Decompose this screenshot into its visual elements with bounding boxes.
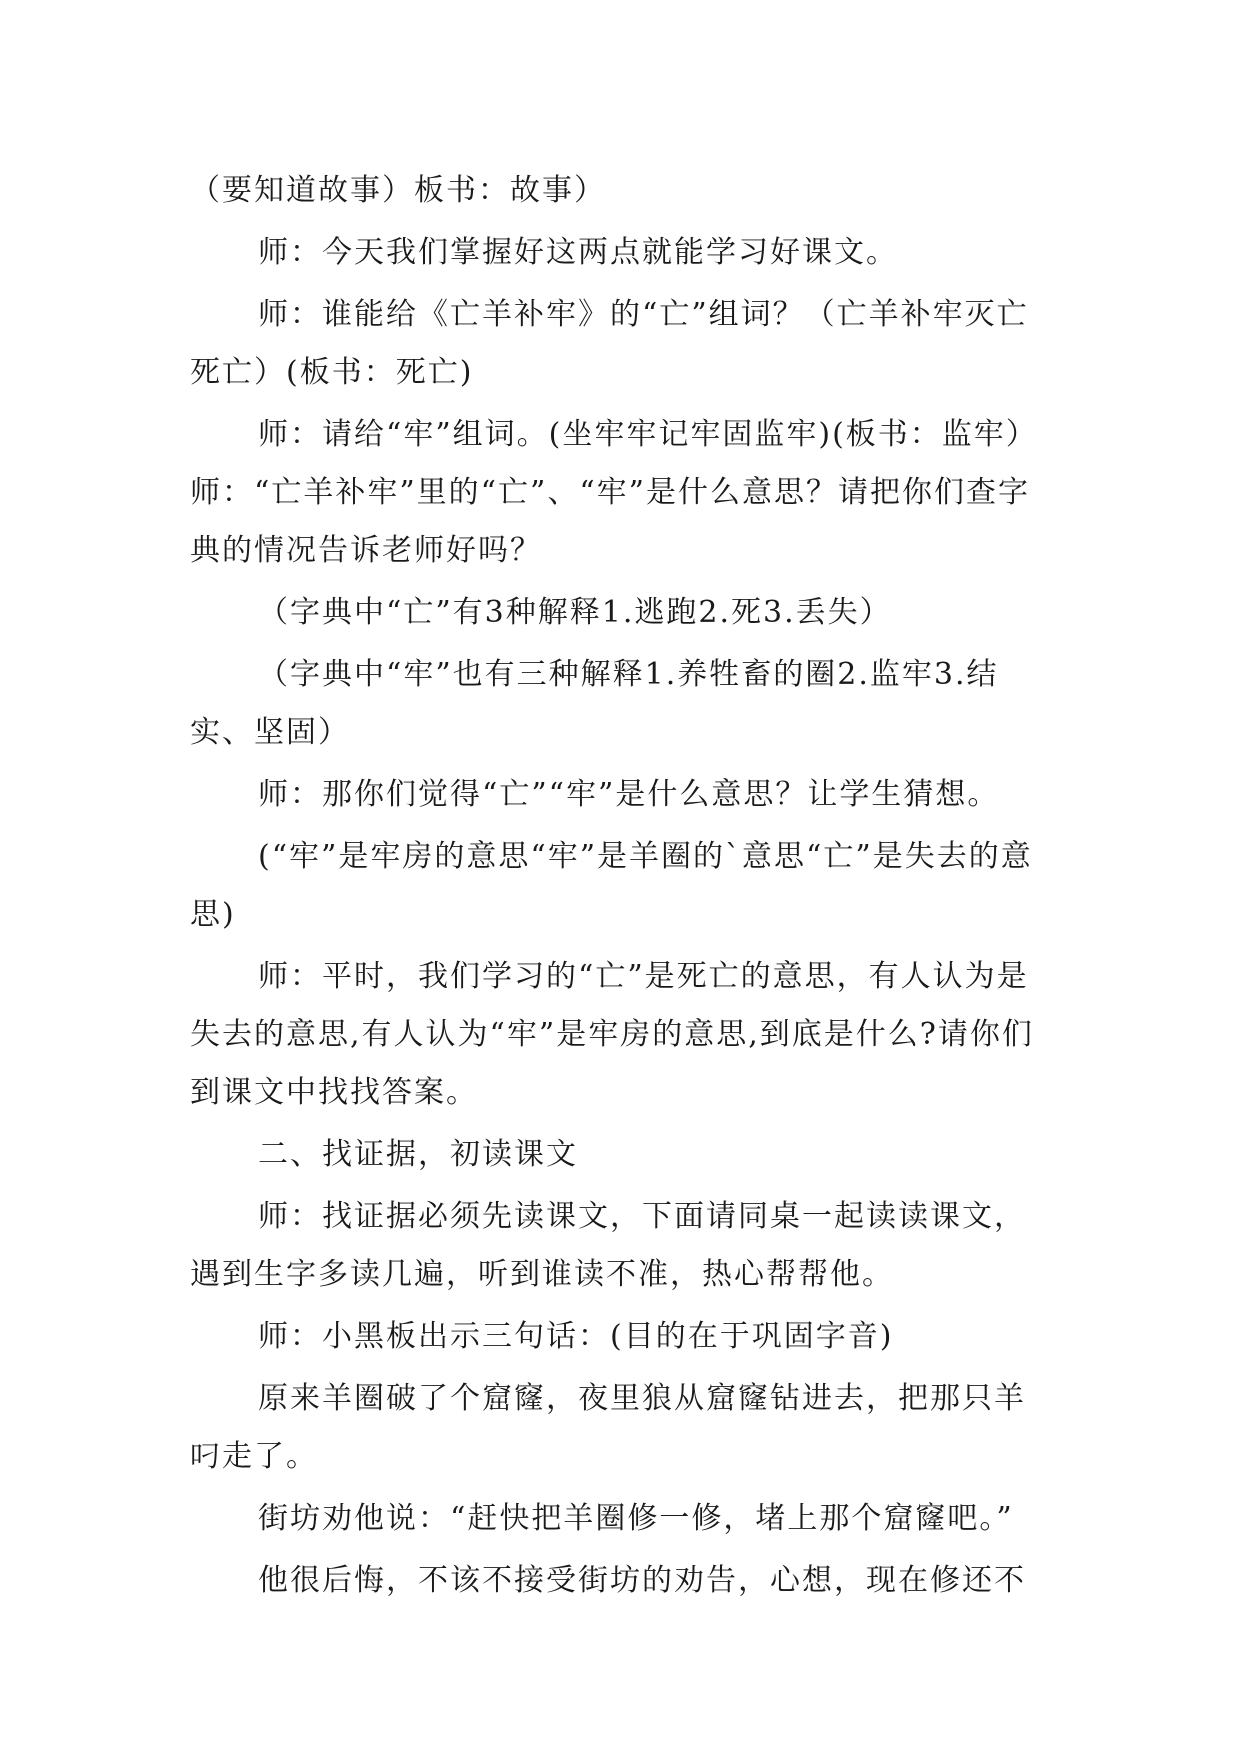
paragraph: 他很后悔，不该不接受街坊的劝告，心想，现在修还不 [258,1563,1026,1598]
paragraph: 师：小黑板出示三句话：(目的在于巩固字音) [258,1319,894,1354]
section-heading: 二、找证据，初读课文 [258,1137,578,1172]
paragraph: 师：今天我们掌握好这两点就能学习好课文。 [258,235,898,270]
paragraph: 师：请给“牢”组词。(坐牢牢记牢固监牢)(板书：监牢）师：“亡羊补牢”里的“亡”、“牢”是什么意思？请把你们查字典的情况告诉老师好吗？ [190,417,1038,568]
paragraph: 师：找证据必须先读课文，下面请同桌一起读读课文，遇到生字多读几遍，听到谁读不准，热心帮帮他。 [190,1199,1026,1292]
paragraph: 师：平时，我们学习的“亡”是死亡的意思，有人认为是失去的意思,有人认为“牢”是牢房的意思,到底是什么?请你们到课文中找找答案。 [190,959,1034,1110]
paragraph: (“牢”是牢房的意思“牢”是羊圈的`意思“亡”是失去的意思) [190,839,1033,932]
paragraph: （要知道故事）板书：故事） [190,173,606,208]
paragraph: （字典中“牢”也有三种解释1.养牲畜的圈2.监牢3.结实、坚固） [190,657,999,750]
paragraph: 师：谁能给《亡羊补牢》的“亡”组词？（亡羊补牢灭亡死亡）(板书：死亡) [190,297,1029,390]
paragraph: 师：那你们觉得“亡”“牢”是什么意思？让学生猜想。 [258,777,1000,812]
paragraph: 原来羊圈破了个窟窿，夜里狼从窟窿钻进去，把那只羊叼走了。 [190,1381,1026,1474]
paragraph: 街坊劝他说：“赶快把羊圈修一修，堵上那个窟窿吧。” [258,1501,1014,1536]
paragraph: （字典中“亡”有3种解释1.逃跑2.死3.丢失） [258,595,892,630]
document-body [190,162,1050,1614]
